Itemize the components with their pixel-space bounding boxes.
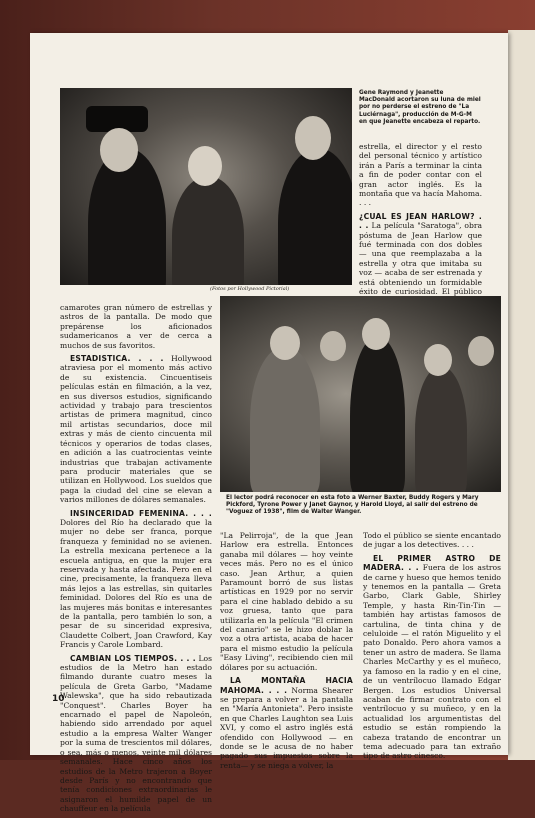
paragraph: Hollywood atraviesa por el momento más activo de su existencia. Cincuentiseis películas están en filmación, a la vez, en sus diversos estudios, significando actividad y trabajo para trescientos artistas de primera magnitud, cinco mil artistas secundarios, doce mil extras y más de ciento cincuenta mil técnicos y operarios de todas clases, en adición a las cuatrocientas veinte industrias que trabajan activamente para producir materiales que se utilizan en Hollywood. Los sueldos que paga la ciudad del cine se elevan a varios millones de dólares semanales. — [60, 354, 212, 505]
section-heading: EL PRIMER ASTRO DE MADERA. . . — [363, 553, 501, 573]
column-right-bottom — [363, 531, 501, 765]
paragraph: Dolores del Río ha declarado que la mujer no debe ser franca, porque franqueza y feminidad no se avienen. La estrella mexicana pertenece a la escuela antigua, en que la mujer era reservada y hasta afectada. Pero en el cine, precisamente, la franqueza lleva más lejos a las estrellas, sin quitarles feminidad. Dolores del Río es una de las mujeres más bonitas e interesantes de la pantalla, pero también lo son, a pesar de su sinceridad expresiva, Claudette Colbert, Joan Crawford, Kay Francis y Carole Lombard. — [60, 517, 212, 650]
column-middle — [220, 531, 353, 774]
paragraph: Todo el público se siente encantado de jugar a los detectives. . . . — [363, 531, 501, 550]
paragraph: Los estudios de la Metro han estado filmando durante cuatro meses la película de Greta Garbo, "Madame Walewska", que ha sido rebautizada "Conquest". Charles Boyer ha encarnado el papel de Napoleón, habiendo sido arrendado por aquel estudio a la empresa Walter Wanger por la suma de trescientos mil dólares, o sea, más o menos, veinte mil dólares semanales. Hace cinco años los estudios de la Metro trajeron a Boyer desde París y no encontrando que tenía condiciones extraordinarias le asignaron el humilde papel de un chauffeur en la película — [60, 653, 212, 814]
column-left — [60, 303, 212, 818]
paragraph: estrella, el director y el resto del personal técnico y artístico irán a París a terminar la cinta a fin de poder contar con el gran actor inglés. Es la montaña que va hacía Mahoma. . . . — [359, 142, 482, 208]
section-heading: ¿CUAL ES JEAN HARLOW? . . . — [359, 211, 482, 231]
page-number: 10 — [52, 694, 65, 704]
magazine-page — [30, 33, 508, 814]
photo-credit: (Fotos por Hollywood Pictorial) — [210, 286, 290, 292]
next-page-edge — [508, 30, 535, 760]
paragraph: "La Pelirroja", de la que Jean Harlow era estrella. Entonces ganaba mil dólares — hoy veinte veces más. Pero no es el único caso. Jean Arthur, a quien Paramount borró de sus listas artísticas en 1929 por no servir para el cine hablado debido a su voz gruesa, tanto que para utilizarla en la película "El crimen del canario" se le hizo doblar la voz a otra artista, acaba de hacer para el mismo estudio la película "Easy Living", recibiendo cien mil dólares por su actuación. — [220, 531, 353, 672]
photo-premiere-couple — [60, 88, 352, 285]
section-heading: CAMBIAN LOS TIEMPOS. . . . — [70, 653, 196, 663]
caption-top-photo: Gene Raymond y Jeanette MacDonald acortaron su luna de miel por no perderse el estreno de "La Luciérnaga", producción de M-G-M en que Jeanette encabeza el reparto. — [359, 90, 481, 125]
section-heading: INSINCERIDAD FEMENINA. . . . — [70, 508, 212, 518]
paragraph: Norma Shearer se prepara a volver a la pantalla en "María Antonieta". Pero insiste en que Charles Laughton sea Luis XVI, y como el astro inglés está ofendido con Hollywood — en donde se le acusa de no haber pagado sus impuestos sobre la renta— y se niega a volver, la — [220, 685, 353, 770]
paragraph: La película "Saratoga", obra póstuma de Jean Harlow que fué terminada con dos dobles — una que reemplazaba a la estrella y otra que imitaba su voz — acaba de ser estrenada y está obteniendo un formidable éxito de curiosidad. El público — [359, 221, 483, 297]
next-page-text-fragment — [510, 70, 535, 710]
section-heading: LA MONTAÑA HACIA MAHOMA. . . . — [220, 676, 353, 695]
paragraph: Fuera de los astros de carne y hueso que hemos tenido y tenemos en la pantalla — Greta Garbo, Clark Gable, Shirley Temple, y hasta Rin-Tin-Tin — también hay artistas famosos de cartulina, de tinta china y de celuloide — el ratón Miguelito y el pato Donaldo. Pero ahora vamos a tener un astro de madera. Se llama Charles McCarthy y es el muñeco, ya famoso en la radio y en el cine, de un ventrílocuo llamado Edgar Bergen. Los estudios Universal acaban de firmar contrato con el ventrílocuo y su muñeco, y en la actualidad los argumentistas del estudio se están rompiendo la cabeza tratando de encontrar un tema adecuado para tan extraño tipo de astro cinesco. — [363, 563, 501, 761]
caption-bottom-photo: El lector podrá reconocer en esta foto a Werner Baxter, Buddy Rogers y Mary Pickford, Tyrone Power y Janet Gaynor, y Harold Lloyd, al salir del estreno de "Voguez of 1938", film de Walter Wanger. — [226, 495, 479, 516]
section-heading: ESTADISTICA. . . . — [70, 354, 164, 364]
photo-premiere-crowd — [220, 296, 501, 492]
paragraph: camarotes gran número de estrellas y astros de la pantalla. De modo que prepárense los aficionados sudamericanos a ver de cerca a muchos de sus favoritos. — [60, 303, 212, 350]
